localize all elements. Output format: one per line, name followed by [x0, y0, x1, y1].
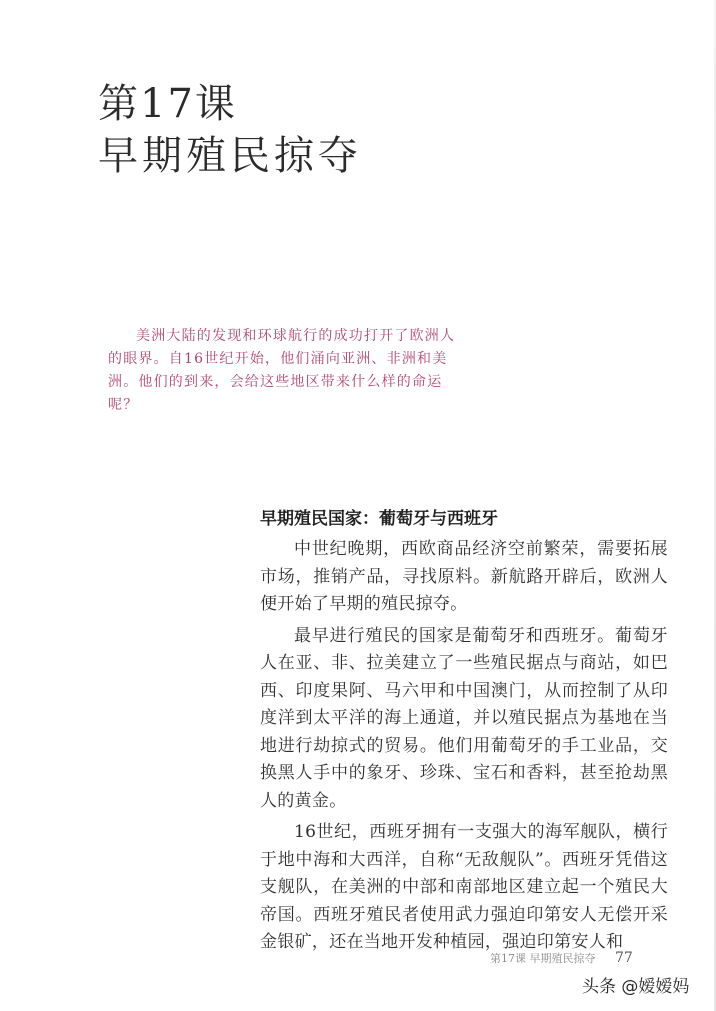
intro-text: 美洲大陆的发现和环球航行的成功打开了欧洲人的眼界。自16世纪开始，他们涌向亚洲、非洲和美洲。他们的到来，会给这些地区带来什么样的命运呢？	[108, 328, 456, 413]
section-body	[260, 506, 668, 961]
lesson-title: 早期殖民掠夺	[98, 133, 362, 179]
page-footer	[490, 950, 633, 966]
running-head: 第17课 早期殖民掠夺	[490, 952, 596, 965]
lesson-number: 第17课	[98, 81, 237, 127]
page-number: 77	[615, 950, 633, 966]
paragraph: 16世纪，西班牙拥有一支强大的海军舰队，横行于地中海和大西洋，自称“无敌舰队”。西班牙凭借这支舰队，在美洲的中部和南部地区建立起一个殖民大帝国。西班牙殖民者使用武力强迫印第安人无偿开采金银矿，还在当地开发种植园，强迫印第安人和	[260, 822, 668, 952]
watermark: 头条 @嫒嫒妈	[582, 977, 690, 997]
paragraph: 最早进行殖民的国家是葡萄牙和西班牙。葡萄牙人在亚、非、拉美建立了一些殖民据点与商站，如巴西、印度果阿、马六甲和中国澳门，从而控制了从印度洋到太平洋的海上通道，并以殖民据点为基地在当地进行劫掠式的贸易。他们用葡萄牙的手工业品，交换黑人手中的象牙、珍珠、宝石和香料，甚至抢劫黑人的黄金。	[260, 625, 668, 811]
paragraph: 中世纪晚期，西欧商品经济空前繁荣，需要拓展市场，推销产品，寻找原料。新航路开辟后，欧洲人便开始了早期的殖民掠夺。	[260, 539, 668, 614]
section-heading: 早期殖民国家：葡萄牙与西班牙	[260, 509, 498, 529]
